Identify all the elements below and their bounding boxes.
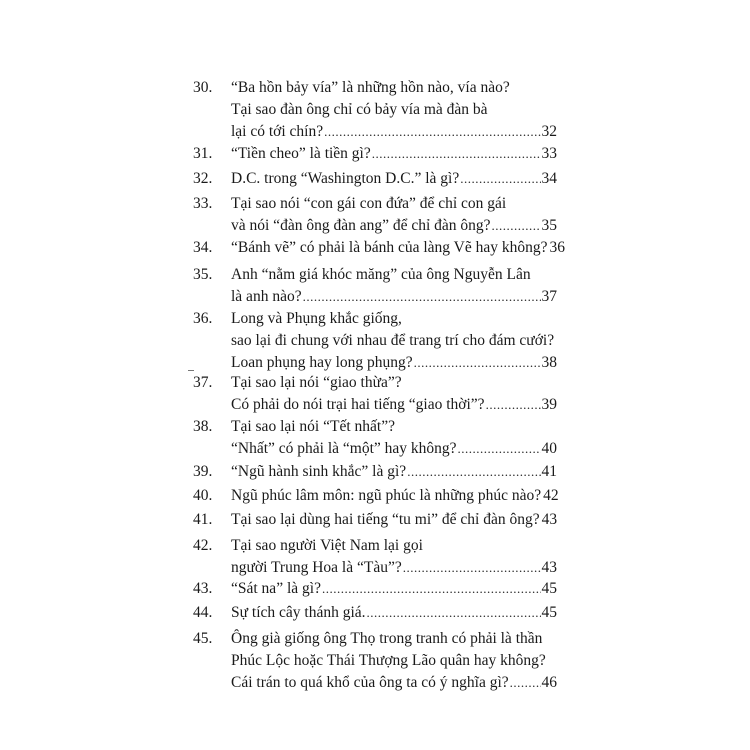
entry-title-line	[231, 535, 557, 557]
page-number: 36	[549, 239, 565, 256]
entry-number: 37.	[193, 374, 213, 391]
entry-title-line	[231, 352, 557, 374]
entry-number: 42.	[193, 537, 213, 554]
entry-title-text: “Tiền cheo” là tiền gì?	[231, 145, 371, 162]
page-number: 43	[541, 559, 557, 576]
entry-title-line	[231, 264, 557, 286]
entry-title-text: “Sát na” là gì?	[231, 580, 321, 597]
entry-title-text: Tại sao người Việt Nam lại gọi	[231, 537, 423, 554]
page-number: 32	[541, 123, 557, 140]
entry-title-text: Tại sao nói “con gái con đứa” để chỉ con gái	[231, 195, 507, 212]
entry-number: 36.	[193, 310, 213, 327]
entry-number: 31.	[193, 145, 213, 162]
entry-title-line	[231, 77, 557, 99]
dot-leader	[322, 578, 541, 600]
entry-number: 43.	[193, 580, 213, 597]
dot-leader	[510, 672, 541, 694]
entry-title-text: Tại sao lại nói “giao thừa”?	[231, 374, 402, 391]
entry-title-line	[231, 99, 557, 121]
dot-leader	[324, 121, 540, 143]
entry-title-text: người Trung Hoa là “Tàu”?	[231, 559, 402, 576]
entry-title-text: D.C. trong “Washington D.C.” là gì?	[231, 170, 460, 187]
dot-leader	[486, 394, 541, 416]
entry-number: 30.	[193, 79, 213, 96]
entry-number: 40.	[193, 487, 213, 504]
entry-title-text: Tại sao lại dùng hai tiếng “tu mi” để chỉ đàn ông?	[231, 511, 540, 528]
entry-title-text: sao lại đi chung với nhau để trang trí cho đám cưới?	[231, 332, 555, 349]
entry-title-text: Anh “nằm giá khóc măng” của ông Nguyễn Lân	[231, 266, 531, 283]
entry-title-line	[231, 628, 557, 650]
page-number: 38	[541, 354, 557, 371]
dot-leader	[367, 602, 541, 624]
entry-title-text: Cái trán to quá khổ của ông ta có ý nghĩa gì?	[231, 674, 509, 691]
page-number: 42	[543, 487, 559, 504]
entry-title-line	[231, 394, 557, 416]
entry-title-text: Long và Phụng khắc giống,	[231, 310, 402, 327]
entry-title-text: lại có tới chín?	[231, 123, 324, 140]
entry-title-text: Ông già giống ông Thọ trong tranh có phải là thần	[231, 630, 543, 647]
entry-number: 35.	[193, 266, 213, 283]
entry-title-text: “Nhất” có phải là “một” hay không?	[231, 440, 457, 457]
entry-title-line	[231, 602, 557, 624]
dot-leader	[303, 286, 541, 308]
page-number: 45	[541, 604, 557, 621]
dot-leader	[460, 168, 540, 190]
entry-title-text: Có phải do nói trại hai tiếng “giao thời”?	[231, 396, 485, 413]
page-number: 34	[541, 170, 557, 187]
entry-number: 38.	[193, 418, 213, 435]
page-number: 35	[541, 217, 557, 234]
entry-number: 44.	[193, 604, 213, 621]
entry-title-text: Loan phụng hay long phụng?	[231, 354, 413, 371]
entry-title-line	[231, 672, 557, 694]
entry-title-text: Tại sao lại nói “Tết nhất”?	[231, 418, 395, 435]
entry-title-line	[231, 438, 557, 460]
dot-leader	[403, 557, 541, 579]
entry-title-line	[231, 330, 557, 352]
entry-title-line	[231, 286, 557, 308]
page-number: 40	[541, 440, 557, 457]
entry-title-text: là anh nào?	[231, 288, 302, 305]
entry-title-text: “Ngũ hành sinh khắc” là gì?	[231, 463, 407, 480]
entry-title-line	[231, 372, 557, 394]
entry-title-line	[231, 509, 557, 531]
entry-title-line	[231, 416, 557, 438]
dot-leader	[414, 352, 541, 374]
entry-title-line	[231, 215, 557, 237]
page-number: 45	[541, 580, 557, 597]
entry-title-text: Sự tích cây thánh giá.	[231, 604, 366, 621]
entry-number: 32.	[193, 170, 213, 187]
entry-title-line	[231, 461, 557, 483]
entry-title-line	[231, 193, 557, 215]
entry-title-line	[231, 168, 557, 190]
page-number: 39	[541, 396, 557, 413]
page-number: 43	[541, 511, 558, 528]
entry-title-line	[231, 308, 557, 330]
page-number: 33	[541, 145, 557, 162]
entry-title-line	[231, 485, 557, 507]
entry-title-line	[231, 650, 557, 672]
dot-leader	[372, 143, 541, 165]
entry-number: 41.	[193, 511, 213, 528]
dot-leader	[492, 215, 541, 237]
dot-leader	[407, 461, 540, 483]
entry-title-text: Phúc Lộc hoặc Thái Thượng Lão quân hay không?	[231, 652, 546, 669]
entry-number: 34.	[193, 239, 213, 256]
entry-title-text: và nói “đàn ông đàn ang” để chỉ đàn ông?	[231, 217, 491, 234]
entry-number: 39.	[193, 463, 213, 480]
entry-title-line	[231, 237, 565, 259]
entry-number: 45.	[193, 630, 213, 647]
entry-title-line	[231, 578, 557, 600]
dot-leader	[458, 438, 541, 460]
entry-title-text: Tại sao đàn ông chỉ có bảy vía mà đàn bà	[231, 101, 488, 118]
page-number: 41	[541, 463, 557, 480]
entry-title-text: “Bánh vẽ” có phải là bánh của làng Vẽ hay không?	[231, 239, 548, 256]
entry-number: 33.	[193, 195, 213, 212]
entry-title-line	[231, 557, 557, 579]
entry-title-line	[231, 143, 557, 165]
page-number: 46	[541, 674, 557, 691]
page-number: 37	[541, 288, 557, 305]
entry-title-line	[231, 121, 557, 143]
entry-title-text: Ngũ phúc lâm môn: ngũ phúc là những phúc nào?	[231, 487, 542, 504]
entry-title-text: “Ba hồn bảy vía” là những hồn nào, vía nào?	[231, 79, 510, 96]
